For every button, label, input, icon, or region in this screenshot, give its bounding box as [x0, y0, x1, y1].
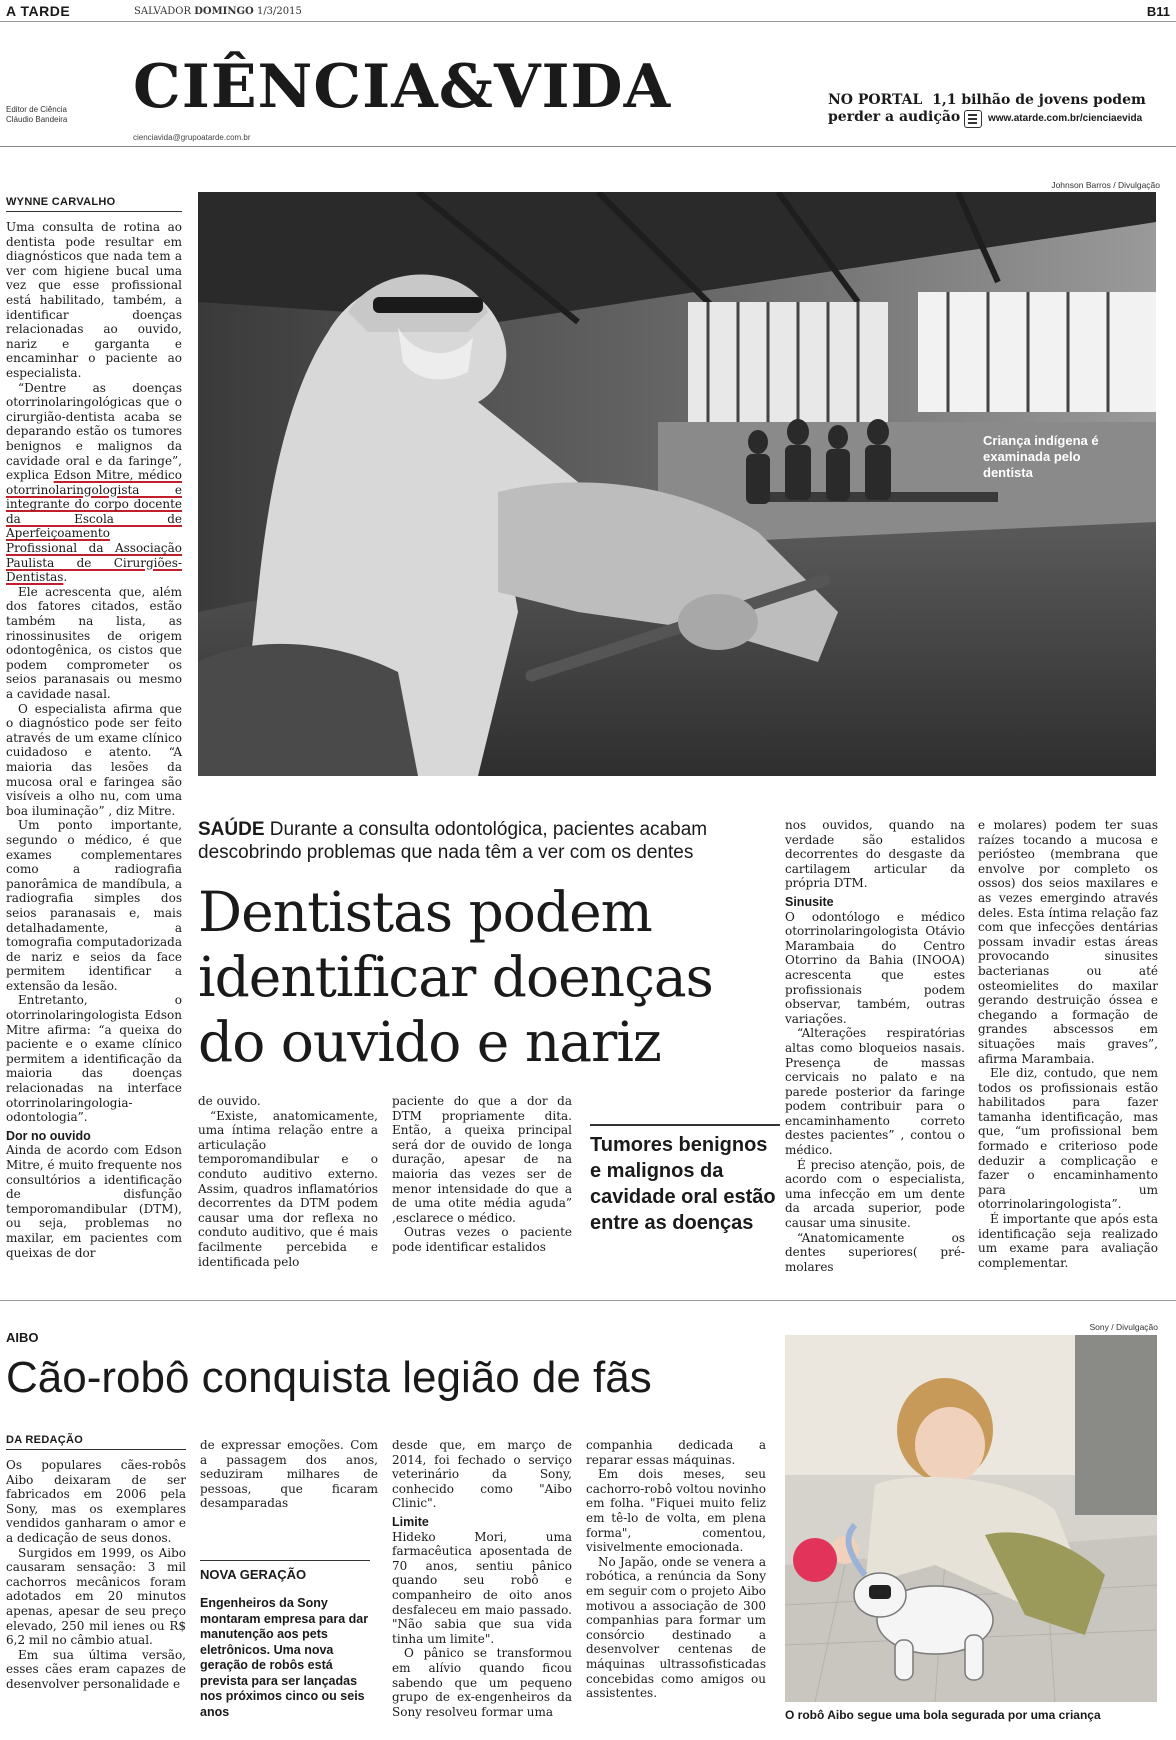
aibo-kicker: AIBO [6, 1330, 39, 1345]
pull-quote: Tumores benignos e malignos da cavidade oral estão entre as doenças [590, 1124, 780, 1236]
article-icon [964, 110, 982, 128]
paragraph: Ele acrescenta que, além dos fatores citados, estão também na lista, as rinossinusites de origem odontogênica, os cistos que podem comprometer os seios paranasais ou mesmo a cavidade nasal. [6, 584, 182, 701]
aibo-photo-credit: Sony / Divulgação [1089, 1322, 1158, 1332]
dateline [134, 6, 302, 17]
photo-caption: Criança indígena é examinada pelo dentista [983, 433, 1099, 480]
page-number: B11 [1146, 4, 1170, 19]
aibo-photo [785, 1335, 1157, 1702]
paragraph: É preciso atenção, pois, de acordo com o especialista, uma infecção em um dente da arcada superior, pode causar uma sinusite. [785, 1157, 965, 1231]
paragraph: “Anatomicamente os dentes superiores( pré-molares [785, 1230, 965, 1274]
paragraph: Uma consulta de rotina ao dentista pode resultar em diagnósticos que nada tem a ver com higiene bucal uma vez que esse profissional está habilitado, também, a identificar doenças relacionadas ao ouvido, nariz e garganta e encaminhar o paciente ao especialista. [6, 220, 182, 380]
paragraph: “Existe, anatomicamente, uma íntima relação entre a articulação temporomandibular e o conduto auditivo externo. Assim, quadros inflamatórios decorrentes da DTM podem causar uma dor reflexa no conduto auditivo, que é mais facilmente percebida e identificada pelo [198, 1108, 378, 1269]
article-column-1 [6, 220, 182, 1260]
portal-url[interactable]: www.atarde.com.br/cienciaevida [988, 113, 1143, 124]
aibo-column-4 [586, 1438, 766, 1701]
subheading: Limite [392, 1514, 429, 1529]
box-title: NOVA GERAÇÃO [200, 1560, 370, 1582]
paragraph: Hideko Mori, uma farmacêutica aposentada de 70 anos, sentiu pânico quando seu robô e companheiro de oito anos desfaleceu em maio passado. "Não sabia que sua vida tinha um limite". [392, 1529, 572, 1646]
article-column-4 [785, 818, 965, 1274]
aibo-photo-caption: O robô Aibo segue uma bola segurada por uma criança [785, 1708, 1101, 1722]
aibo-byline: DA REDAÇÃO [6, 1434, 186, 1450]
subheading: Sinusite [785, 894, 834, 909]
paragraph: Em dois meses, seu cachorro-robô voltou novinho em folha. "Fiquei muito feliz em tê-lo de volta, em plena forma", comentou, visivelmente emocionada. [586, 1467, 766, 1555]
paragraph: É importante que após esta identificação seja realizado um exame para avaliação complementar. [978, 1212, 1158, 1270]
paragraph: Surgidos em 1999, os Aibo causaram sensação: 3 mil cachorros mecânicos foram adotados em 20 minutos apenas, apesar de seu preço elevado, 250 mil ienes ou R$ 6,2 mil no câmbio atual. [6, 1545, 186, 1648]
portal-text-1: 1,1 bilhão de jovens podem [932, 92, 1146, 108]
editor-credit [6, 105, 67, 125]
paragraph: Um ponto importante, segundo o médico, é que exames complementares como a radiografia panorâmica de mandíbula, a radiografia simples dos seios paranasais e, mais detalhadamente, a tomografia computadorizada de nariz e seios da face permitem identificar a extensão da lesão. [6, 818, 182, 993]
date: 1/3/2015 [256, 6, 302, 17]
paragraph: Outras vezes o paciente pode identificar estalidos [392, 1225, 572, 1254]
aibo-column-3 [392, 1438, 572, 1719]
article-column-5 [978, 818, 1158, 1270]
paragraph: desde que, em março de 2014, foi fechado o serviço veterinário da Sony, conhecido como "Aibo Clinic". [392, 1438, 572, 1511]
kicker: SAÚDE [198, 819, 265, 840]
paragraph: Em sua última versão, esses cães eram capazes de desenvolver personalidade e [6, 1647, 186, 1691]
paragraph: No Japão, onde se venera a robótica, a renúncia da Sony em seguir com o projeto Aibo motivou a associação de 300 companhias para formar um consórcio destinado a desenvolver centenas de máquinas ultrassofisticadas concebidas como amigos ou assistentes. [586, 1554, 766, 1701]
newspaper-brand: A TARDE [6, 3, 71, 19]
headline: Dentistas podem identificar doenças do ouvido e nariz [198, 880, 713, 1074]
aibo-headline: Cão-robô conquista legião de fãs [6, 1353, 652, 1402]
section-email: cienciavida@grupoatarde.com.br [133, 133, 251, 142]
aibo-column-2 [200, 1438, 378, 1511]
highlighted-citation: Edson Mitre, médico otorrinolaringologista e integrante do corpo docente da Escola de Aperfeiçoamento Profissional da Associação Paulista de Cirurgiões-Dentistas [6, 468, 182, 585]
kicker-line [198, 818, 773, 864]
portal-label: NO PORTAL [828, 92, 923, 108]
aibo-photo-illustration [785, 1335, 1157, 1702]
paragraph: paciente do que a dor da DTM propriamente dita. Então, a queixa principal será dor de ouvido de longa duração, apesar de na maioria das vezes ser de menor intensidade do que a de uma otite média aguda” ,esclarece o médico. [392, 1094, 572, 1225]
paragraph: Ele diz, contudo, que nem todos os profissionais estão habilitados para fazer tamanha identificação, mas que, “um profissional bem formado e criterioso pode deduzir a complicação e fazer o encaminhamento para um otorrinolaringologista”. [978, 1066, 1158, 1212]
paragraph: Entretanto, o otorrinolaringologista Edson Mitre afirma: “a queixa do paciente e o exame clínico permitem a identificação da maioria das doenças relacionadas na interface otorrinolaringologia-odontologia”. [6, 993, 182, 1125]
paragraph: companhia dedicada a reparar essas máquinas. [586, 1438, 766, 1467]
paragraph: de ouvido. [198, 1094, 261, 1108]
paragraph: O odontólogo e médico otorrinolaringologista Otávio Marambaia do Centro Otorrino da Bahia (INOOA) acrescenta que estes profissionais podem observar, também, outras variações. [785, 909, 965, 1026]
box-text: Engenheiros da Sony montaram empresa para dar manutenção aos pets eletrônicos. Uma nova geração de robôs está prevista para ser lançadas nos próximos cinco ou seis anos [200, 1596, 369, 1719]
paragraph: nos ouvidos, quando na verdade são estalidos decorrentes do desgaste da cartilagem articular da própria DTM. [785, 818, 965, 891]
section-title: CIÊNCIA&VIDA [133, 52, 672, 122]
weekday: DOMINGO [194, 6, 254, 17]
dek: Durante a consulta odontológica, pacientes acabam descobrindo problemas que nada têm a ver com os dentes [198, 819, 708, 863]
article-column-2 [198, 1094, 378, 1269]
paragraph: “Dentre as doenças otorrinolaringológicas que o cirurgião-dentista acaba se deparando estão os tumores benignos e malignos da cavidade oral e da faringe”, explica Edson Mitre, médico otorrinolaringologista e integrante do corpo docente da Escola de Aperfeiçoamento Profissional da Associação Paulista de Cirurgiões-Dentistas. [6, 380, 182, 585]
editor-role: Editor de Ciência [6, 105, 67, 114]
aibo-column-1 [6, 1458, 186, 1692]
dentist-photo [198, 192, 1156, 776]
dentist-photo-illustration [198, 192, 1156, 776]
editor-name: Cláudio Bandeira [6, 115, 68, 124]
paragraph: O especialista afirma que o diagnóstico pode ser feito através de um exame clínico cuidadoso e atento. “A maioria das lesões da mucosa oral e faringea são visíveis a olho nu, com uma boa iluminação” , diz Mitre. [6, 701, 182, 818]
city: SALVADOR [134, 6, 192, 17]
portal-text-2: perder a audição [828, 109, 961, 125]
paragraph: “Alterações respiratórias altas como bloqueios nasais. Presença de massas cervicais no palato e na parede posterior da faringe podem contribuir para o encaminhamento correto destes pacientes” , contou o médico. [785, 1026, 965, 1158]
article-column-3 [392, 1094, 572, 1255]
paragraph: Ainda de acordo com Edson Mitre, é muito frequente nos consultórios a identificação de disfunção temporomandibular (DTM), ou seja, problemas no maxilar, em pacientes com queixas de dor [6, 1143, 182, 1260]
photo-credit: Johnson Barros / Divulgação [1051, 180, 1160, 190]
subheading: Dor no ouvido [6, 1128, 91, 1143]
byline: WYNNE CARVALHO [6, 196, 182, 212]
paragraph: Os populares cães-robôs Aibo deixaram de ser fabricados em 2006 pela Sony, mas os exemplares vendidos ganharam o amor e a dedicação de seus donos. [6, 1458, 186, 1545]
masthead-rule [0, 146, 1176, 147]
paragraph: de expressar emoções. Com a passagem dos anos, seduziram milhares de pessoas, que ficaram desamparadas [200, 1438, 378, 1511]
paragraph: O pânico se transformou em alívio quando ficou sabendo que um pequeno grupo de ex-engenheiros da Sony resolveu formar uma [392, 1646, 572, 1719]
section-divider [0, 1300, 1176, 1301]
paragraph: e molares) podem ter suas raízes tocando a mucosa e periósteo (membrana que envolve por completo os ossos) dos seios maxilares e as vezes emergindo através deles. Esta íntima relação faz com que infecções dentárias possam invadir estas áreas provocando sinusites bacterianas ou até osteomielites do maxilar gerando destruição óssea e chegando a formação de grandes abscessos em situações mais graves”, afirma Marambaia. [978, 818, 1158, 1066]
